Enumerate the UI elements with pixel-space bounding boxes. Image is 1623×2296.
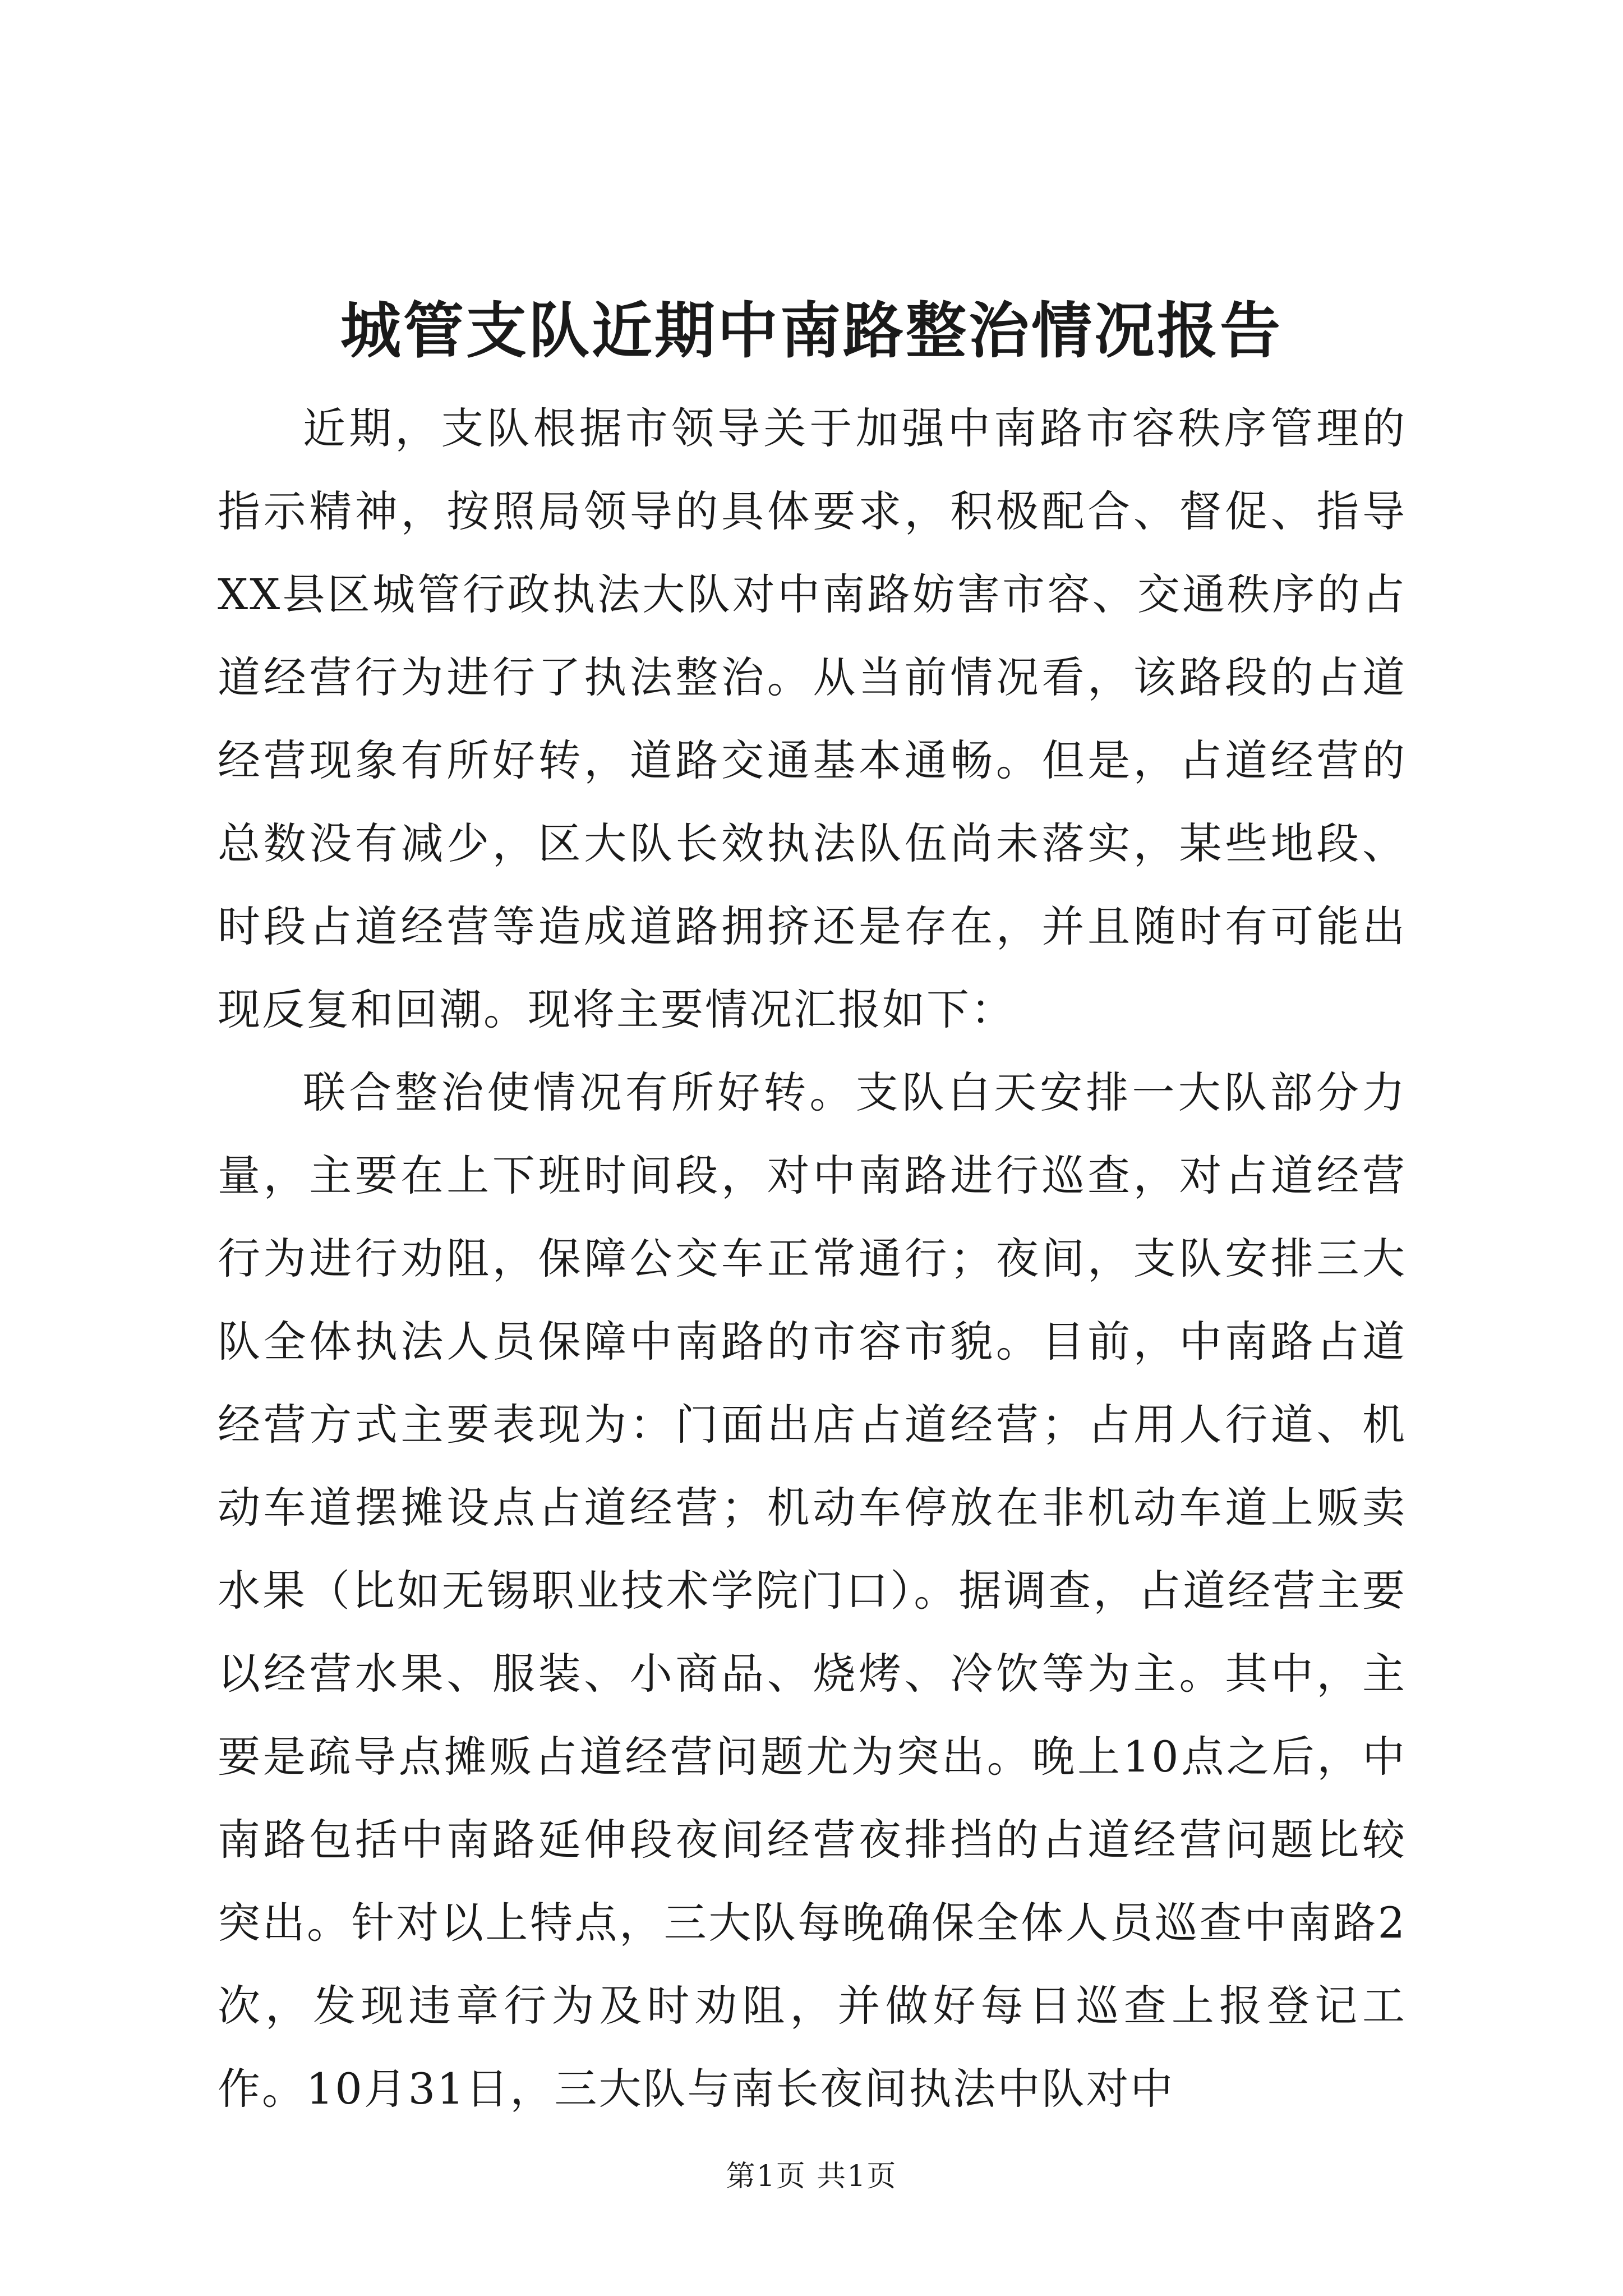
document-body (218, 387, 1407, 2131)
paragraph-2: 联合整治使情况有所好转。支队白天安排一大队部分力量，主要在上下班时间段，对中南路进行巡查，对占道经营行为进行劝阻，保障公交车正常通行；夜间，支队安排三大队全体执法人员保障中南路的市容市貌。目前，中南路占道经营方式主要表现为：门面出店占道经营；占用人行道、机动车道摆摊设点占道经营；机动车停放在非机动车道上贩卖水果（比如无锡职业技术学院门口）。据调查，占道经营主要以经营水果、服装、小商品、烧烤、冷饮等为主。其中，主要是疏导点摊贩占道经营问题尤为突出。晚上10点之后，中南路包括中南路延伸段夜间经营夜排挡的占道经营问题比较突出。针对以上特点，三大队每晚确保全体人员巡查中南路2次，发现违章行为及时劝阻，并做好每日巡查上报登记工作。10月31日，三大队与南长夜间执法中队对中 (218, 1068, 1407, 2114)
paragraph-1: 近期，支队根据市领导关于加强中南路市容秩序管理的指示精神，按照局领导的具体要求，积极配合、督促、指导XX县区城管行政执法大队对中南路妨害市容、交通秩序的占道经营行为进行了执法整治。从当前情况看，该路段的占道经营现象有所好转，道路交通基本通畅。但是，占道经营的总数没有减少，区大队长效执法队伍尚未落实，某些地段、时段占道经营等造成道路拥挤还是存在，并且随时有可能出现反复和回潮。现将主要情况汇报如下： (218, 403, 1407, 1034)
document-title: 城管支队近期中南路整治情况报告 (340, 296, 1283, 366)
page-footer: 第1页 共1页 (726, 2160, 897, 2193)
